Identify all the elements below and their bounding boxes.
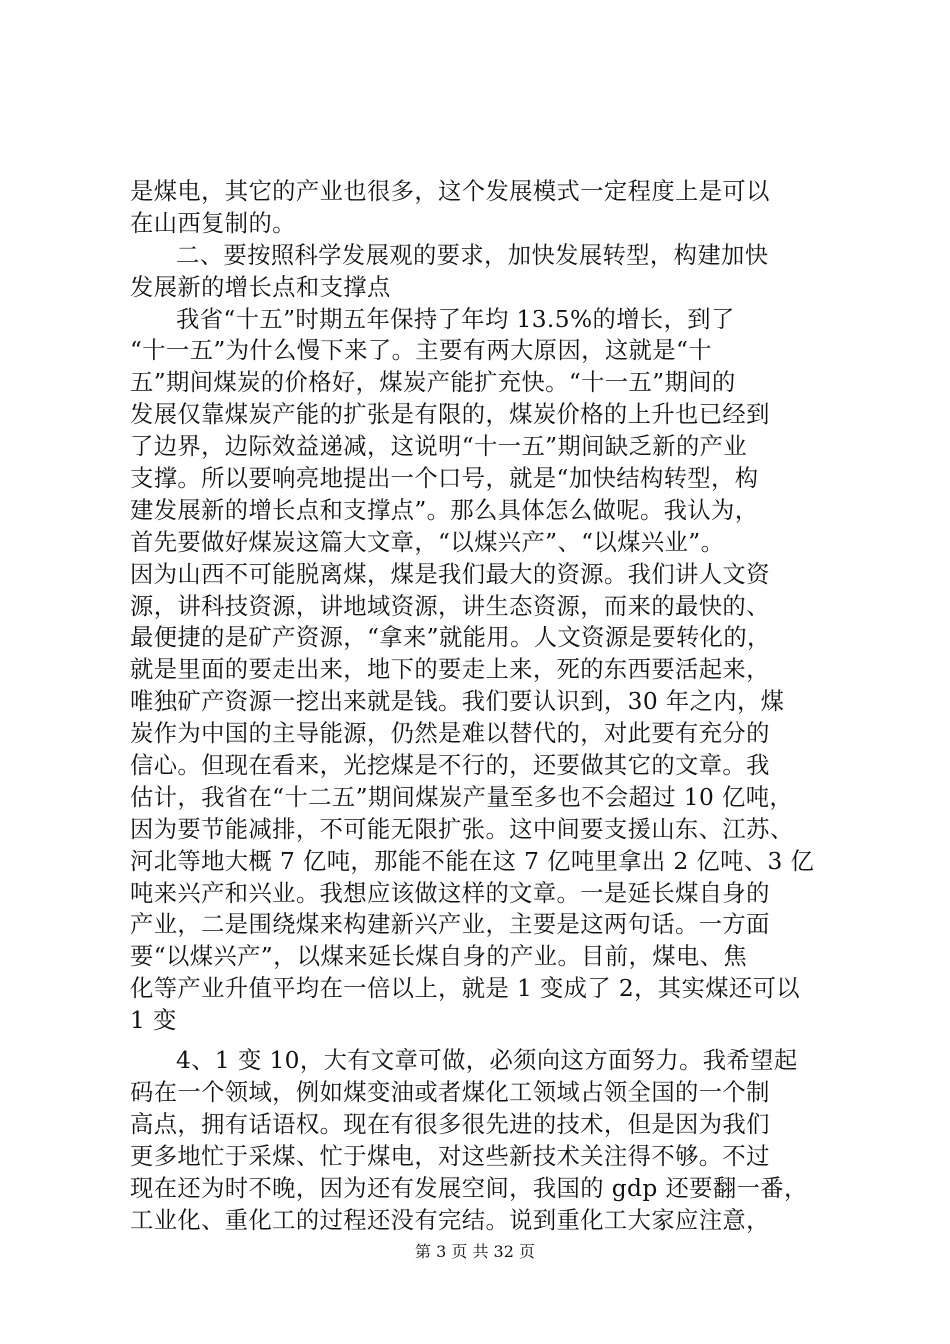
text-line: 信心。但现在看来，光挖煤是不行的，还要做其它的文章。我 <box>130 752 770 780</box>
text-line: 建发展新的增长点和支撑点”。那么具体怎么做呢。我认为， <box>130 496 759 524</box>
text-line: 4、1 变 10，大有文章可做，必须向这方面努力。我希望起 <box>176 1047 798 1075</box>
text-line: 因为要节能减排，不可能无限扩张。这中间要支援山东、江苏、 <box>130 815 794 843</box>
text-line: 产业，二是围绕煤来构建新兴产业，主要是这两句话。一方面 <box>130 911 770 939</box>
text-line: 吨来兴产和兴业。我想应该做这样的文章。一是延长煤自身的 <box>130 879 770 907</box>
section-heading-line: 二、要按照科学发展观的要求，加快发展转型，构建加快 <box>176 241 769 269</box>
text-line: 估计，我省在“十二五”期间煤炭产量至多也不会超过 10 亿吨， <box>130 783 794 811</box>
text-line: 现在还为时不晚，因为还有发展空间，我国的 gdp 还要翻一番， <box>130 1174 808 1202</box>
text-line: 我省“十五”时期五年保持了年均 13.5%的增长，到了 <box>176 305 735 333</box>
text-line: 在山西复制的。 <box>130 209 296 237</box>
text-line: 因为山西不可能脱离煤，煤是我们最大的资源。我们讲人文资 <box>130 560 770 588</box>
body-text <box>130 176 830 1236</box>
text-line: “十一五”为什么慢下来了。主要有两大原因，这就是“十 <box>130 337 712 365</box>
text-line: 源，讲科技资源，讲地域资源，讲生态资源，而来的最快的、 <box>130 592 770 620</box>
text-line: 支撑。所以要响亮地提出一个口号，就是“加快结构转型，构 <box>130 465 759 493</box>
text-line: 更多地忙于采煤、忙于煤电，对这些新技术关注得不够。不过 <box>130 1142 770 1170</box>
text-line: 唯独矿产资源一挖出来就是钱。我们要认识到，30 年之内，煤 <box>130 688 785 716</box>
text-line: 炭作为中国的主导能源，仍然是难以替代的，对此要有充分的 <box>130 720 770 748</box>
text-line: 高点，拥有话语权。现在有很多很先进的技术，但是因为我们 <box>130 1110 770 1138</box>
text-line: 1 变 <box>130 1007 177 1035</box>
text-line: 就是里面的要走出来，地下的要走上来，死的东西要活起来， <box>130 656 770 684</box>
text-line: 河北等地大概 7 亿吨，那能不能在这 7 亿吨里拿出 2 亿吨、3 亿 <box>130 847 815 875</box>
text-line: 了边界，边际效益递减，这说明“十一五”期间缺乏新的产业 <box>130 433 748 461</box>
text-line: 五”期间煤炭的价格好，煤炭产能扩充快。“十一五”期间的 <box>130 369 736 397</box>
text-line: 码在一个领域，例如煤变油或者煤化工领域占领全国的一个制 <box>130 1078 770 1106</box>
section-heading-line: 发展新的增长点和支撑点 <box>130 273 391 301</box>
page-number-footer: 第 3 页 共 32 页 <box>415 1242 535 1261</box>
text-line: 最便捷的是矿产资源，“拿来”就能用。人文资源是要转化的， <box>130 624 771 652</box>
text-line: 是煤电，其它的产业也很多，这个发展模式一定程度上是可以 <box>130 178 770 205</box>
text-line: 工业化、重化工的过程还没有完结。说到重化工大家应注意， <box>130 1206 770 1234</box>
text-line: 要“以煤兴产”，以煤来延长煤自身的产业。目前，煤电、焦 <box>130 943 748 971</box>
text-line: 化等产业升值平均在一倍以上，就是 1 变成了 2，其实煤还可以 <box>130 975 800 1003</box>
text-line: 首先要做好煤炭这篇大文章，“以煤兴产”、“以煤兴业”。 <box>130 528 725 556</box>
text-line: 发展仅靠煤炭产能的扩张是有限的，煤炭价格的上升也已经到 <box>130 401 770 429</box>
